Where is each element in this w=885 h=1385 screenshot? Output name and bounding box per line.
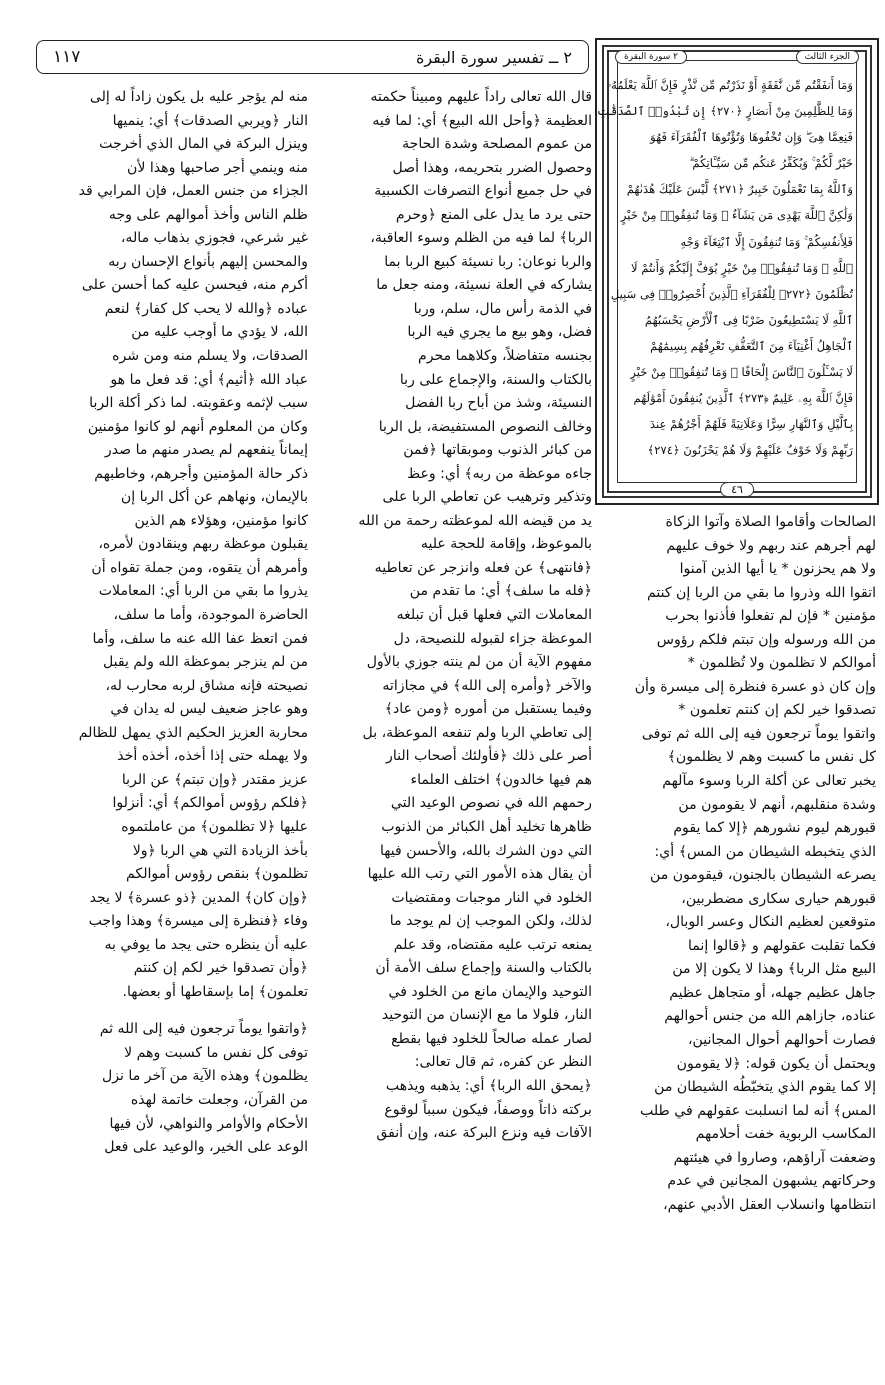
text-line: الربا﴾ لما فيه من الظلم وسوء العاقبة، xyxy=(370,230,592,247)
text-line: الصدقات، ولا يسلم منه ومن شره xyxy=(112,348,308,365)
text-line: الآفات فيه ونزع البركة عنه، وإن أنفق xyxy=(376,1125,592,1142)
mushaf-header xyxy=(615,46,859,68)
text-line: يمنعه ترتب عليه مقتضاه، وقد علم xyxy=(393,936,592,953)
text-line: الله، لا يؤدي ما أوجب عليه من xyxy=(131,324,308,341)
text-line: ولا هم يحزنون * يا أيها الذين آمنوا xyxy=(679,561,876,578)
text-line: عباد الله ﴿أثيم﴾ أي: قد فعل ما هو xyxy=(110,371,308,388)
text-line: وأمرهم أن يتقوه، ومن جملة تقواه أن xyxy=(91,559,308,576)
text-line: النسيئة، وشذ من أباح ربا الفضل xyxy=(405,395,592,412)
text-line: من عموم المصلحة وشدة الحاجة xyxy=(402,136,592,153)
text-line: قبورهم ليوم نشورهم ﴿إلا كما يقوم xyxy=(673,820,876,837)
text-line: فصارت أحوالهم أحوال المجانين، xyxy=(687,1032,876,1049)
text-line: ﴿يمحق الله الربا﴾ أي: يذهبه ويذهب xyxy=(385,1077,592,1094)
text-line: غير شرعي، فجوزي بذهاب ماله، xyxy=(120,230,308,247)
text-line: والآخر ﴿وأمره إلى الله﴾ في مجازاته xyxy=(382,677,592,694)
verse-line: تُظْلَمُونَ ﴿٢٧٢﴾ لِلْفُقَرَآءِ ٱلَّذِينَ أُحْصِرُوا۟ فِى سَبِيلِ xyxy=(610,286,853,301)
verse-line: وَمَا أَنفَقْتُم مِّن نَّفَقَةٍ أَوْ نَذَرْتُم مِّن نَّذْرٍ فَإِنَّ ٱللَّهَ يَعْلَمُهُۥ xyxy=(608,78,853,92)
verse-line: فَإِنَّ ٱللَّهَ بِهِۦ عَلِيمٌ ﴿٢٧٣﴾ ٱلَّذِينَ يُنفِقُونَ أَمْوَٰلَهُم xyxy=(633,391,853,406)
verse-line: فَلِأَنفُسِكُمْ ۚ وَمَا تُنفِقُونَ إِلَّا ٱبْتِغَآءَ وَجْهِ xyxy=(680,234,853,249)
text-line: التي دون الشرك بالله، والأحسن فيها xyxy=(379,842,592,859)
header-title: ٢ ــ تفسير سورة البقرة xyxy=(415,47,572,67)
text-line: الذي يتخبطه الشيطان من المس﴾ أي: xyxy=(654,843,876,860)
text-line: عليه أن ينظره حتى يجد ما يوفي به xyxy=(104,936,308,953)
quran-verses xyxy=(596,72,853,473)
text-line: من لم ينزجر بموعظة الله ولم يقبل xyxy=(102,654,308,671)
text-line: أكرم منه، فيحسن عليه كما أحسن على xyxy=(81,277,308,294)
surah-label: ٢ سورة البقرة xyxy=(615,50,687,64)
text-line: بركته ذاتاً ووصفاً، فيكون سبباً لوقوع xyxy=(384,1101,592,1118)
text-line: الصالحات وأقاموا الصلاة وآتوا الزكاة xyxy=(665,514,876,530)
text-line: سبب لإثمه وعقوبته. لما ذكر أكلة الربا xyxy=(89,395,308,412)
text-line: بالكتاب والسنة وإجماع سلف الأمة أن xyxy=(375,960,592,977)
text-line: وينزل البركة في المال الذي أخرجت xyxy=(99,136,308,153)
juz-label: الجزء الثالث xyxy=(796,50,859,64)
text-line: البيع مثل الربا﴾ وهذا لا يكون إلا من xyxy=(672,961,876,978)
text-line: تظلمون﴾ بنقص رؤوس أموالكم xyxy=(126,866,308,883)
verse-line: بِٱلَّيْلِ وَٱلنَّهَارِ سِرًّا وَعَلَانِيَةً فَلَهُمْ أَجْرُهُمْ عِندَ xyxy=(649,417,853,432)
text-line: متوقعين لعظيم النكال وعسر الوبال، xyxy=(665,914,876,931)
text-line: جاهل عظيم جهله، أو متجاهل عظيم xyxy=(669,984,876,1001)
text-line: والمحسن إليهم بأنواع الإحسان ربه xyxy=(108,253,308,270)
text-line: أموالكم لا تظلمون ولا تُظلمون * xyxy=(687,655,876,672)
text-line: لهم أجرهم عند ربهم ولا خوف عليهم xyxy=(666,537,876,554)
text-line: النار ﴿ويربي الصدقات﴾ أي: ينميها xyxy=(112,112,308,129)
page-number: ١١٧ xyxy=(53,47,81,67)
text-line: من كبائر الذنوب وموبقاتها ﴿فمن xyxy=(403,442,592,459)
text-line: ولا يهمله حتى إذا أخذه، أخذه أخذ xyxy=(117,748,308,765)
text-line: وحركاتهم يشبهون المجانين في عدم xyxy=(667,1173,876,1190)
text-line: قبورهم حيارى سكارى مضطربين، xyxy=(681,890,876,907)
text-line: بالكتاب والسنة، والإجماع على ربا xyxy=(399,371,592,388)
text-line: رحمهم الله في نصوص الوعيد التي xyxy=(390,795,592,812)
text-line: وشدة منقلبهم، أنهم لا يقومون من xyxy=(678,796,876,813)
text-line: مفهوم الآية أن من لم ينته جوزي بالأول xyxy=(366,654,592,671)
text-line: المس﴾ أنه لما انسلبت عقولهم في طلب xyxy=(640,1102,876,1119)
verse-line: رَبِّهِمْ وَلَا خَوْفٌ عَلَيْهِمْ وَلَا هُمْ يَحْزَنُونَ ﴿٢٧٤﴾ xyxy=(647,443,853,458)
text-line: ظلم الناس وأخذ أموالهم على وجه xyxy=(108,206,308,223)
verse-line: وَٱللَّهُ بِمَا تَعْمَلُونَ خَبِيرٌ ﴿٢٧١﴾ لَّيْسَ عَلَيْكَ هُدَىٰهُمْ xyxy=(626,182,853,197)
text-line: فمن اتعظ عفا الله عنه ما سلف، وأما xyxy=(92,630,308,647)
text-line: إيماناً ينفعهم لم يصدر منهم ما صدر xyxy=(104,442,308,459)
text-line: كانوا مؤمنين، وهؤلاء هم الذين xyxy=(134,512,308,529)
text-line: النار، فلولا ما مع الإنسان من التوحيد xyxy=(381,1007,592,1024)
text-line: عزيز مقتدر ﴿وإن تبتم﴾ عن الربا xyxy=(121,771,308,788)
text-line: العظيمة ﴿وأحل الله البيع﴾ أي: لما فيه xyxy=(372,112,592,129)
text-line: وخالف النصوص المستفيضة، بل الربا xyxy=(378,418,592,435)
text-line: الحاضرة الموجودة، وأما ما سلف، xyxy=(113,607,308,624)
verse-line: ٱللَّهِ لَا يَسْتَطِيعُونَ ضَرْبًا فِى ٱلْأَرْضِ يَحْسَبُهُمُ xyxy=(644,312,853,327)
text-line: وهو عاجز ضعيف ليس له يدان في xyxy=(110,701,308,718)
text-line: المعاملات التي فعلها قبل أن تبلغه xyxy=(396,607,592,624)
text-line: وفيما يستقبل من أموره ﴿ومن عاد﴾ xyxy=(384,701,592,718)
text-line: تصدقوا خير لكم إن كنتم تعلمون * xyxy=(678,702,876,719)
text-line: يخبر تعالى عن أكلة الربا وسوء مآلهم xyxy=(662,773,876,790)
text-line: الخلود في النار موجبات ومقتضيات xyxy=(391,889,592,906)
text-line: في الذمة رأس مال، سلم، وربا xyxy=(413,300,592,317)
commentary-column-left xyxy=(28,86,308,1160)
text-line: ذكر حالة المؤمنين وأجرهم، وخاطبهم xyxy=(94,465,308,482)
text-line: جاءه موعظة من ربه﴾ أي: وعظ xyxy=(407,465,592,482)
text-line: بجنسه متفاضلاً، وكلاهما محرم xyxy=(418,348,592,365)
text-line: انتظامها وانسلاب العقل الأدبي عنهم، xyxy=(663,1196,876,1213)
text-line: ﴿فلكم رؤوس أموالكم﴾ أي: أنزلوا xyxy=(112,795,308,812)
verse-line: ٱلْجَاهِلُ أَغْنِيَآءَ مِنَ ٱلتَّعَفُّفِ تَعْرِفُهُم بِسِيمَٰهُمْ xyxy=(650,338,853,353)
mushaf-panel xyxy=(595,38,879,505)
text-line: قال الله تعالى راداً عليهم ومبيناً حكمته xyxy=(370,89,592,105)
text-line: وإن كان ذو عسرة فنظرة إلى ميسرة وأن xyxy=(634,678,876,695)
text-line: التوحيد والإيمان مانع من الخلود في xyxy=(388,983,592,1000)
text-line: نصيحته فإنه مشاق لربه محارب له، xyxy=(105,677,308,694)
text-line: من القرآن، وجعلت خاتمة لهذه xyxy=(130,1091,308,1108)
text-line: ﴿وأن تصدقوا خير لكم إن كنتم xyxy=(133,960,308,977)
text-line: يد من قيضه الله لموعظته رحمة من الله xyxy=(358,512,592,529)
text-line: يذروا ما بقي من الربا أي: المعاملات xyxy=(98,583,308,600)
text-line: إلى تعاطي الربا ولم تنفعه الموعظة، بل xyxy=(362,724,592,741)
text-line: ﴿فله ما سلف﴾ أي: ما تقدم من xyxy=(409,583,592,600)
text-line: إلا كما يقوم الذي يتخبّطُه الشيطان من xyxy=(654,1079,876,1096)
text-line: أصر على ذلك ﴿فأولئك أصحاب النار xyxy=(386,748,592,765)
text-line: عناده، جازاهم الله من جنس أحوالهم xyxy=(664,1008,876,1025)
mushaf-page-number: ٤٦ xyxy=(720,482,754,497)
text-line: توفى كل نفس ما كسبت وهم لا xyxy=(124,1044,308,1061)
verse-line: فَنِعِمَّا هِىَ ۖ وَإِن تُخْفُوهَا وَتُؤْتُوهَا ٱلْفُقَرَآءَ فَهُوَ xyxy=(650,130,853,145)
text-line: ظاهرها تخليد أهل الكبائر من الذنوب xyxy=(381,818,592,835)
text-line: كل نفس ما كسبت وهم لا يظلمون﴾ xyxy=(667,749,876,766)
text-line: ويحتمل أن يكون قوله: ﴿لا يقومون xyxy=(676,1055,876,1072)
text-line: فكما تقلبت عقولهم و ﴿قالوا إنما xyxy=(687,937,876,954)
text-line: وفاء ﴿فنظرة إلى ميسرة﴾ وهذا واجب xyxy=(88,913,308,930)
text-line: من الله ورسوله وإن تبتم فلكم رؤوس xyxy=(656,631,876,648)
commentary-column-right xyxy=(600,511,876,1217)
text-line: ﴿واتقوا يوماً ترجعون فيه إلى الله ثم xyxy=(99,1021,308,1038)
text-line: ﴿وإن كان﴾ المدين ﴿ذو عسرة﴾ لا يجد xyxy=(89,889,308,906)
paragraph-gap xyxy=(28,1004,308,1018)
text-line: واتقوا يوماً ترجعون فيه إلى الله ثم توفى xyxy=(641,725,876,742)
verse-line: ٱللَّهِ ۚ وَمَا تُنفِقُوا۟ مِنْ خَيْرٍ يُوَفَّ إِلَيْكُمْ وَأَنتُمْ لَا xyxy=(631,260,853,275)
text-line: ﴿فانتهى﴾ عن فعله وانزجر عن تعاطيه xyxy=(374,559,592,576)
text-line: الموعظة جزاء لقبوله للنصيحة، دل xyxy=(393,630,592,647)
text-line: والربا نوعان: ربا نسيئة كبيع الربا بما xyxy=(384,253,592,270)
text-line: عليها ﴿لا تظلمون﴾ من عاملتموه xyxy=(121,818,308,835)
text-line: وكان من المعلوم أنهم لو كانوا مؤمنين xyxy=(87,418,308,435)
text-line: هم فيها خالدون﴾ اختلف العلماء xyxy=(410,771,592,788)
verse-line: خَيْرٌ لَّكُمْ ۚ وَيُكَفِّرُ عَنكُم مِّن سَيِّـَٔاتِكُمْ ۗ xyxy=(689,156,853,171)
text-line: تعلمون﴾ إما بإسقاطها أو بعضها. xyxy=(122,983,308,1000)
text-line: وضعفت آراؤهم، وصاروا في هيئتهم xyxy=(673,1149,876,1166)
text-line: لصار عمله صالحاً للخلود فيها بقطع xyxy=(391,1030,592,1047)
text-line: يصرعه الشيطان بالجنون، فيقومون من xyxy=(650,867,876,884)
commentary-column-middle xyxy=(318,86,592,1146)
text-line: الأحكام والأوامر والنواهي، لأن فيها xyxy=(109,1115,308,1132)
text-line: أن يقال هذه الأمور التي رتب الله عليها xyxy=(367,866,592,883)
text-line: مؤمنين * فإن لم تفعلوا فأذنوا بحرب xyxy=(665,608,876,625)
text-line: الجزاء من جنس العمل، فإن المرابي قد xyxy=(78,183,308,200)
text-line: في حل جميع أنواع التصرفات الكسبية xyxy=(374,183,592,200)
text-line: حتى يرد ما يدل على المنع ﴿وحرم xyxy=(395,206,592,223)
text-line: بالموعوظ، وإقامة للحجة عليه xyxy=(420,536,592,553)
text-line: الوعد على الخير، والوعيد على فعل xyxy=(104,1139,308,1156)
text-line: بالإيمان، ونهاهم عن أكل الربا إن xyxy=(120,489,308,506)
verse-line: وَمَا لِلظَّٰلِمِينَ مِنْ أَنصَارٍ ﴿٢٧٠﴾ إِن تُبْدُوا۟ ٱلصَّدَقَٰتِ xyxy=(596,104,853,119)
text-line: فضل، وهو بيع ما يجري فيه الربا xyxy=(407,324,592,341)
text-line: يشاركه في العلة نسيئة، ومنه جعل ما xyxy=(376,277,592,294)
text-line: منه وينمي أجر صاحبها وهذا لأن xyxy=(127,159,308,176)
text-line: يظلمون﴾ وهذه الآية من آخر ما نزل xyxy=(102,1068,308,1085)
running-header xyxy=(36,40,589,74)
verse-line: لَا يَسْـَٔلُونَ ٱلنَّاسَ إِلْحَافًا ۗ وَمَا تُنفِقُوا۟ مِنْ خَيْرٍ xyxy=(630,365,853,380)
text-line: اتقوا الله وذروا ما بقي من الربا إن كنتم xyxy=(646,584,876,601)
text-line: لذلك، ولكن الموجب إن لم يوجد ما xyxy=(389,913,592,930)
text-line: عباده ﴿والله لا يحب كل كفار﴾ لنعم xyxy=(104,300,308,317)
text-line: منه لم يؤجر عليه بل يكون زاداً له إلى xyxy=(89,89,308,105)
text-line: وتذكير وترهيب عن تعاطي الربا على xyxy=(382,489,592,506)
text-line: النظر عن كفره، ثم قال تعالى: xyxy=(414,1054,592,1071)
text-line: يقبلون موعظة ربهم وينقادون لأمره، xyxy=(98,536,308,553)
text-line: وحصول الضرر بتحريمه، وهذا أصل xyxy=(392,159,592,176)
verse-line: وَلَٰكِنَّ ٱللَّهَ يَهْدِى مَن يَشَآءُ ۗ وَمَا تُنفِقُوا۟ مِنْ خَيْرٍ xyxy=(620,208,853,223)
text-line: محاربة العزيز الحكيم الذي يمهل للظالم xyxy=(78,724,308,741)
text-line: بأخذ الزيادة التي هي الربا ﴿ولا xyxy=(132,842,308,859)
text-line: المكاسب الربوية خفت أحلامهم xyxy=(695,1126,876,1143)
